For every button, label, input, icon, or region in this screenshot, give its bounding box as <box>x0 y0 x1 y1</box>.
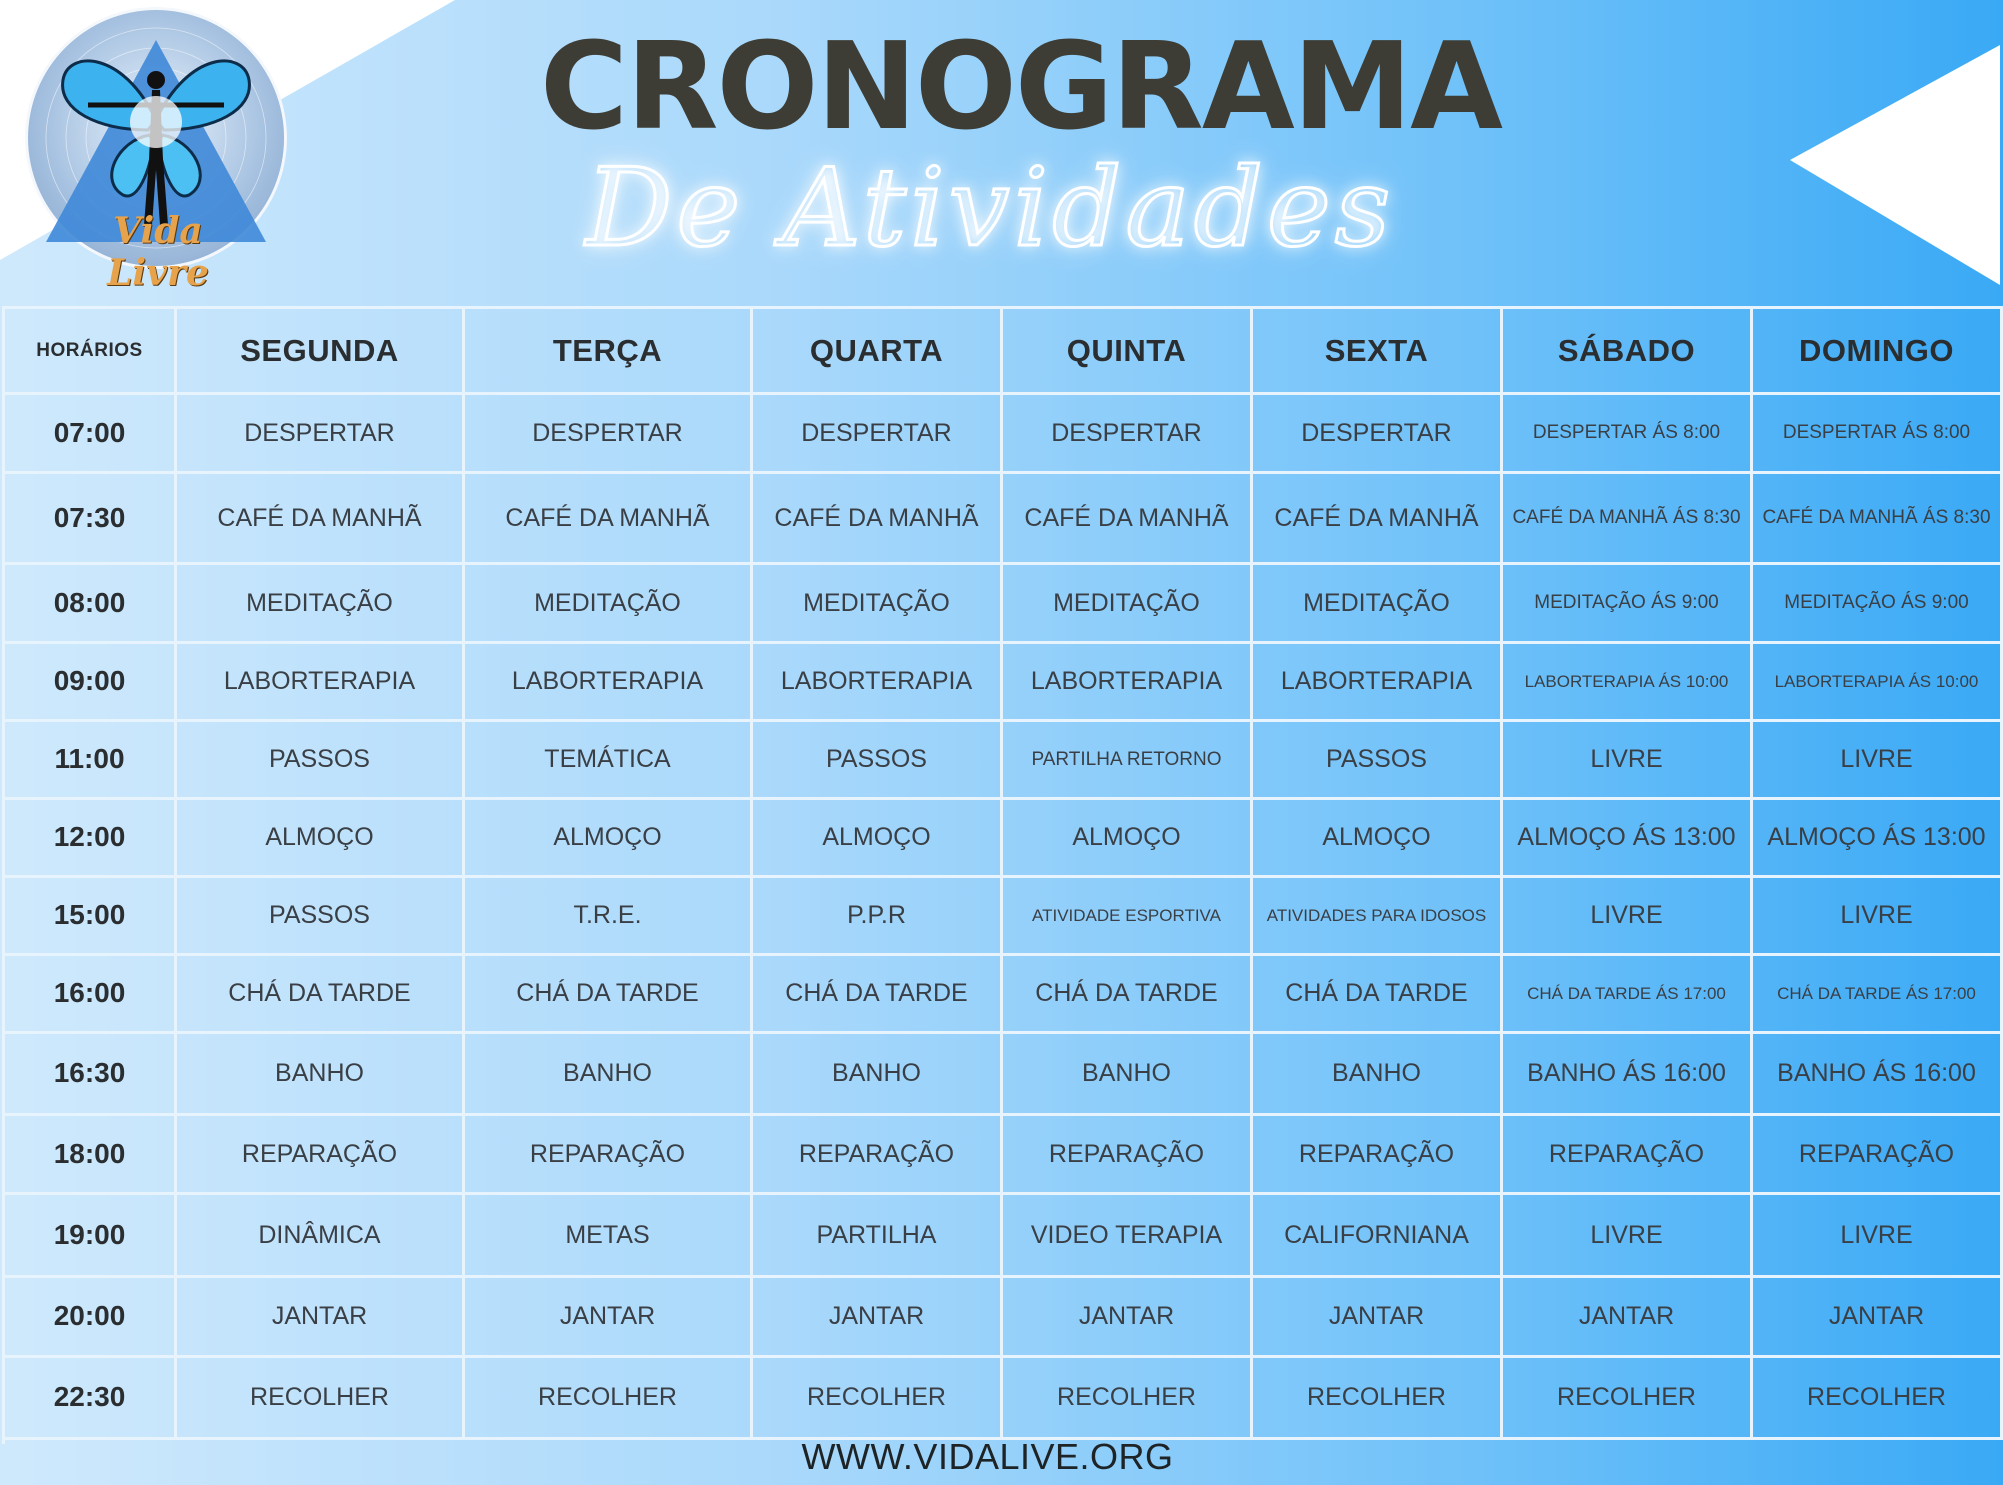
schedule-table <box>2 306 2003 1444</box>
website-footer: WWW.VIDALIVE.ORG <box>801 1436 1174 1477</box>
time-cell: 15:00 <box>5 878 177 956</box>
activity-cell: ALMOÇO <box>753 800 1003 878</box>
time-cell: 16:30 <box>5 1034 177 1116</box>
column-header-segunda: SEGUNDA <box>177 309 465 395</box>
activity-cell: CHÁ DA TARDE <box>177 956 465 1034</box>
activity-cell: DESPERTAR <box>1003 395 1253 474</box>
activity-cell: RECOLHER <box>1753 1358 2003 1440</box>
activity-cell: BANHO <box>465 1034 753 1116</box>
time-cell: 18:00 <box>5 1116 177 1195</box>
activity-cell: VIDEO TERAPIA <box>1003 1195 1253 1278</box>
activity-cell: JANTAR <box>753 1278 1003 1358</box>
logo-text: Vida Livre <box>107 210 209 294</box>
activity-cell: DESPERTAR ÁS 8:00 <box>1753 395 2003 474</box>
activity-cell: BANHO ÁS 16:00 <box>1753 1034 2003 1116</box>
activity-cell: REPARAÇÃO <box>1503 1116 1753 1195</box>
column-header-quinta: QUINTA <box>1003 309 1253 395</box>
page-subtitle: De Atividades <box>585 146 1395 271</box>
activity-cell: PASSOS <box>177 722 465 800</box>
activity-cell: JANTAR <box>1503 1278 1753 1358</box>
activity-cell: PASSOS <box>1253 722 1503 800</box>
time-cell: 20:00 <box>5 1278 177 1358</box>
activity-cell: DESPERTAR <box>465 395 753 474</box>
activity-cell: LABORTERAPIA <box>465 644 753 722</box>
activity-cell: LIVRE <box>1503 1195 1753 1278</box>
time-cell: 09:00 <box>5 644 177 722</box>
activity-cell: CAFÉ DA MANHÃ <box>753 474 1003 565</box>
activity-cell: DESPERTAR <box>177 395 465 474</box>
activity-cell: LABORTERAPIA ÁS 10:00 <box>1753 644 2003 722</box>
activity-cell: ATIVIDADE ESPORTIVA <box>1003 878 1253 956</box>
activity-cell: MEDITAÇÃO <box>1253 565 1503 644</box>
time-cell: 07:00 <box>5 395 177 474</box>
activity-cell: MEDITAÇÃO <box>465 565 753 644</box>
activity-cell: T.R.E. <box>465 878 753 956</box>
activity-cell: PASSOS <box>177 878 465 956</box>
activity-cell: REPARAÇÃO <box>753 1116 1003 1195</box>
activity-cell: RECOLHER <box>1003 1358 1253 1440</box>
time-cell: 07:30 <box>5 474 177 565</box>
activity-cell: REPARAÇÃO <box>177 1116 465 1195</box>
time-cell: 12:00 <box>5 800 177 878</box>
activity-cell: JANTAR <box>1003 1278 1253 1358</box>
activity-cell: CAFÉ DA MANHÃ <box>177 474 465 565</box>
activity-cell: CAFÉ DA MANHÃ <box>465 474 753 565</box>
activity-cell: DESPERTAR <box>1253 395 1503 474</box>
activity-cell: CAFÉ DA MANHÃ <box>1003 474 1253 565</box>
activity-cell: RECOLHER <box>1503 1358 1753 1440</box>
activity-cell: JANTAR <box>177 1278 465 1358</box>
activity-cell: RECOLHER <box>1253 1358 1503 1440</box>
activity-cell: RECOLHER <box>465 1358 753 1440</box>
activity-cell: MEDITAÇÃO <box>753 565 1003 644</box>
activity-cell: BANHO ÁS 16:00 <box>1503 1034 1753 1116</box>
activity-cell: BANHO <box>1253 1034 1503 1116</box>
activity-cell: BANHO <box>753 1034 1003 1116</box>
activity-cell: ALMOÇO <box>1253 800 1503 878</box>
activity-cell: PARTILHA RETORNO <box>1003 722 1253 800</box>
activity-cell: JANTAR <box>1253 1278 1503 1358</box>
time-cell: 22:30 <box>5 1358 177 1440</box>
time-cell: 16:00 <box>5 956 177 1034</box>
activity-cell: ALMOÇO <box>1003 800 1253 878</box>
time-cell: 08:00 <box>5 565 177 644</box>
column-header-terca: TERÇA <box>465 309 753 395</box>
activity-cell: CHÁ DA TARDE ÁS 17:00 <box>1503 956 1753 1034</box>
column-header-sabado: SÁBADO <box>1503 309 1753 395</box>
activity-cell: CAFÉ DA MANHÃ <box>1253 474 1503 565</box>
activity-cell: ALMOÇO ÁS 13:00 <box>1503 800 1753 878</box>
activity-cell: CHÁ DA TARDE <box>1253 956 1503 1034</box>
activity-cell: DESPERTAR ÁS 8:00 <box>1503 395 1753 474</box>
activity-cell: CHÁ DA TARDE <box>753 956 1003 1034</box>
activity-cell: LIVRE <box>1503 878 1753 956</box>
right-white-chevron <box>1790 45 2000 285</box>
activity-cell: TEMÁTICA <box>465 722 753 800</box>
activity-cell: LABORTERAPIA <box>177 644 465 722</box>
activity-cell: CALIFORNIANA <box>1253 1195 1503 1278</box>
activity-cell: ALMOÇO ÁS 13:00 <box>1753 800 2003 878</box>
activity-cell: LABORTERAPIA <box>1003 644 1253 722</box>
activity-cell: MEDITAÇÃO ÁS 9:00 <box>1503 565 1753 644</box>
time-cell: 11:00 <box>5 722 177 800</box>
activity-cell: MEDITAÇÃO <box>1003 565 1253 644</box>
activity-cell: P.P.R <box>753 878 1003 956</box>
activity-cell: REPARAÇÃO <box>1253 1116 1503 1195</box>
activity-cell: PARTILHA <box>753 1195 1003 1278</box>
activity-cell: REPARAÇÃO <box>1003 1116 1253 1195</box>
page-title: CRONOGRAMA <box>540 18 1501 157</box>
activity-cell: ATIVIDADES PARA IDOSOS <box>1253 878 1503 956</box>
activity-cell: LIVRE <box>1753 1195 2003 1278</box>
column-header-domingo: DOMINGO <box>1753 309 2003 395</box>
activity-cell: METAS <box>465 1195 753 1278</box>
activity-cell: CAFÉ DA MANHÃ ÁS 8:30 <box>1753 474 2003 565</box>
activity-cell: MEDITAÇÃO <box>177 565 465 644</box>
activity-cell: BANHO <box>1003 1034 1253 1116</box>
activity-cell: REPARAÇÃO <box>1753 1116 2003 1195</box>
activity-cell: RECOLHER <box>753 1358 1003 1440</box>
vida-livre-logo <box>28 10 284 294</box>
column-header-horarios: HORÁRIOS <box>5 309 177 395</box>
activity-cell: LABORTERAPIA <box>753 644 1003 722</box>
activity-cell: REPARAÇÃO <box>465 1116 753 1195</box>
column-header-sexta: SEXTA <box>1253 309 1503 395</box>
activity-cell: ALMOÇO <box>465 800 753 878</box>
activity-cell: JANTAR <box>1753 1278 2003 1358</box>
activity-cell: LABORTERAPIA ÁS 10:00 <box>1503 644 1753 722</box>
activity-cell: RECOLHER <box>177 1358 465 1440</box>
time-cell: 19:00 <box>5 1195 177 1278</box>
activity-cell: CAFÉ DA MANHÃ ÁS 8:30 <box>1503 474 1753 565</box>
activity-cell: DESPERTAR <box>753 395 1003 474</box>
activity-cell: MEDITAÇÃO ÁS 9:00 <box>1753 565 2003 644</box>
activity-cell: JANTAR <box>465 1278 753 1358</box>
activity-cell: ALMOÇO <box>177 800 465 878</box>
activity-cell: DINÂMICA <box>177 1195 465 1278</box>
activity-cell: CHÁ DA TARDE <box>465 956 753 1034</box>
activity-cell: LIVRE <box>1753 878 2003 956</box>
activity-cell: CHÁ DA TARDE <box>1003 956 1253 1034</box>
activity-cell: LIVRE <box>1503 722 1753 800</box>
activity-cell: CHÁ DA TARDE ÁS 17:00 <box>1753 956 2003 1034</box>
activity-cell: LIVRE <box>1753 722 2003 800</box>
activity-cell: LABORTERAPIA <box>1253 644 1503 722</box>
activity-cell: PASSOS <box>753 722 1003 800</box>
column-header-quarta: QUARTA <box>753 309 1003 395</box>
activity-cell: BANHO <box>177 1034 465 1116</box>
